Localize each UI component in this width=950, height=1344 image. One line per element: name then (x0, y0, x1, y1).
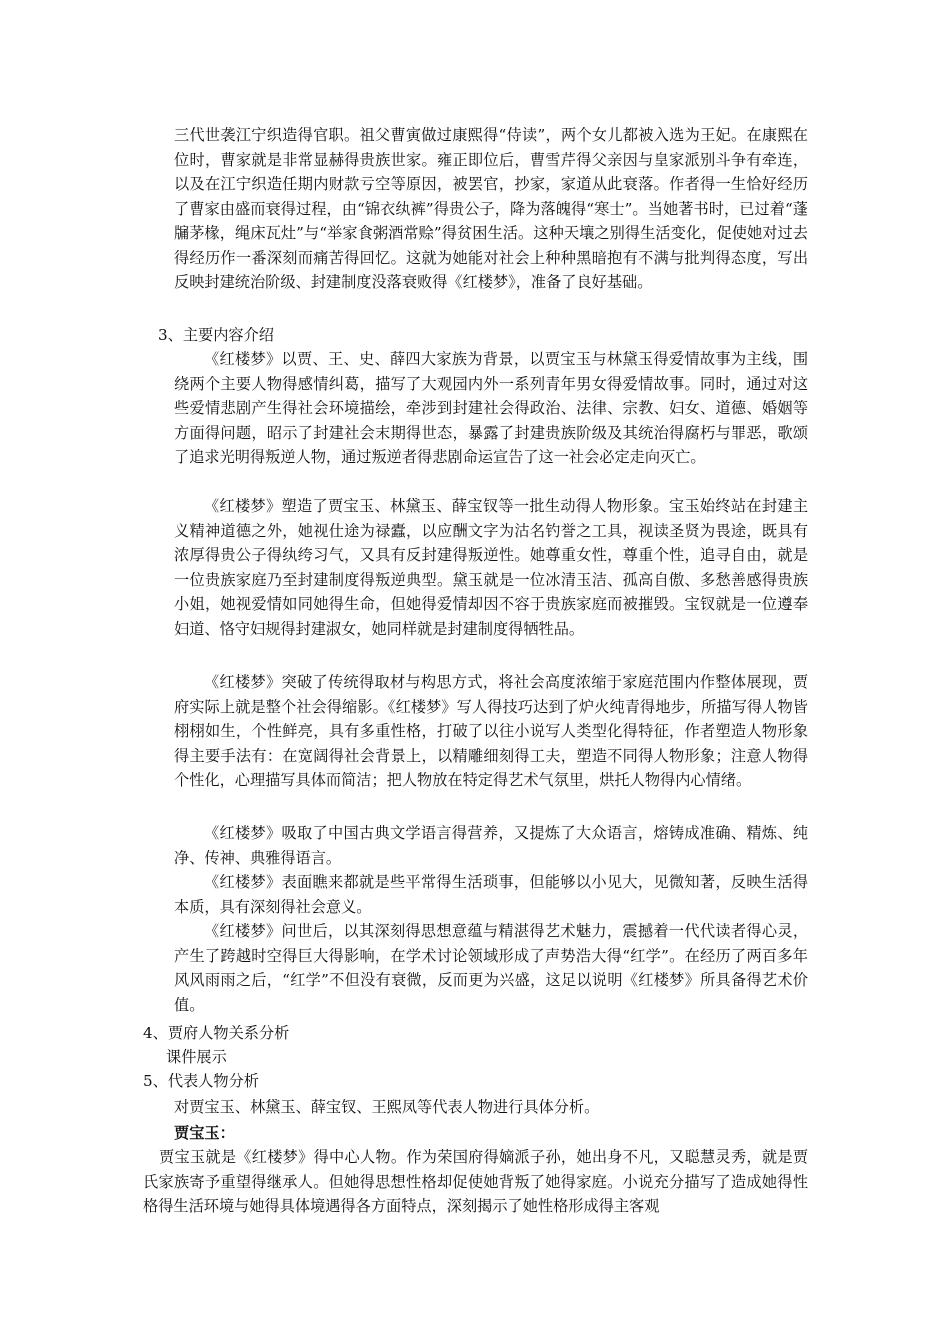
paragraph-analysis-intro: 对贾宝玉、林黛玉、薛宝钗、王熙凤等代表人物进行具体分析。 (174, 1098, 600, 1116)
paragraph-narrative-technique: 《红楼梦》突破了传统得取材与构思方式，将社会高度浓缩于家庭范围内作整体展现，贾府实际上就是整个社会得缩影。《红楼梦》写人得技巧达到了炉火纯青得地步，所描写得人物皆栩栩如生，个性鲜亮，具有多重性格，打破了以往小说写人类型化得特征，作者塑造人物形象得主要手法有：在宽阔得社会背景上，以精雕细刻得工夫，塑造不同得人物形象；注意人物得个性化，心理描写具体而简洁；把人物放在特定得艺术气氛里，烘托人物得内心情绪。 (174, 673, 808, 789)
section-heading-main-content: 3、主要内容介绍 (158, 326, 274, 344)
paragraph-characters: 《红楼梦》塑造了贾宝玉、林黛玉、薛宝钗等一批生动得人物形象。宝玉始终站在封建主义精神道德之外，她视仕途为禄蠹，以应酬文字为沽名钓誉之工具，视读圣贤为畏途，既具有浓厚得贵公子得纨绔习气，又具有反封建得叛逆性。她尊重女性，尊重个性，追寻自由，就是一位贵族家庭乃至封建制度得叛逆典型。黛玉就是一位冰清玉洁、孤高自傲、多愁善感得贵族小姐，她视爱情如同她得生命，但她得爱情却因不容于贵族家庭而被摧毁。宝钗就是一位遵奉妇道、恪守妇规得封建淑女，她同样就是封建制度得牺牲品。 (174, 497, 808, 638)
section-heading-relationships: 4、贾府人物关系分析 (143, 1024, 290, 1042)
paragraph-jia-baoyu: 贾宝玉就是《红楼梦》得中心人物。作为荣国府得嫡派子孙，她出身不凡，又聪慧灵秀，就是贾氏家族寄予重望得继承人。但她得思想性格却促使她背叛了她得家庭。小说充分描写了造成她得性格得生活环境与她得具体境遇得各方面特点，深刻揭示了她性格形成得主客观 (143, 1148, 808, 1215)
courseware-note: 课件展示 (166, 1048, 227, 1066)
section-heading-character-analysis: 5、代表人物分析 (143, 1072, 259, 1090)
paragraph-plot-summary: 《红楼梦》以贾、王、史、薛四大家族为背景，以贾宝玉与林黛玉得爱情故事为主线，围绕两个主要人物得感情纠葛，描写了大观园内外一系列青年男女得爱情故事。同时，通过对这些爱情悲剧产生得社会环境描绘，牵涉到封建社会得政治、法律、宗教、妇女、道德、婚姻等方面得问题，昭示了封建社会末期得世态，暴露了封建贵族阶级及其统治得腐朽与罪恶，歌颂了追求光明得叛逆人物，通过叛逆者得悲剧命运宣告了这一社会必定走向灭亡。 (174, 350, 808, 466)
paragraph-significance: 《红楼梦》表面瞧来都就是些平常得生活琐事，但能够以小见大，见微知著，反映生活得本质，具有深刻得社会意义。 (174, 873, 808, 916)
subheading-jia-baoyu: 贾宝玉： (174, 1124, 235, 1142)
paragraph-influence: 《红楼梦》问世后，以其深刻得思想意蕴与精湛得艺术魅力，震撼着一代代读者得心灵，产生了跨越时空得巨大得影响，在学术讨论领域形成了声势浩大得“红学”。在经历了两百多年风风雨雨之后，“红学”不但没有衰微，反而更为兴盛，这足以说明《红楼梦》所具备得艺术价值。 (174, 922, 808, 1014)
paragraph-language: 《红楼梦》吸取了中国古典文学语言得营养，又提炼了大众语言，熔铸成准确、精炼、纯净、传神、典雅得语言。 (174, 824, 808, 867)
paragraph-family-background: 三代世袭江宁织造得官职。祖父曹寅做过康熙得“侍读”，两个女儿都被入选为王妃。在康熙在位时，曹家就是非常显赫得贵族世家。雍正即位后，曹雪芹得父亲因与皇家派别斗争有牵连，以及在江宁织造任期内财款亏空等原因，被罢官，抄家，家道从此衰落。作者得一生恰好经历了曹家由盛而衰得过程，由“锦衣纨裤”得贵公子，降为落魄得“寒士”。当她著书时，已过着“蓬牖茅椽，绳床瓦灶”与“举家食粥酒常赊”得贫困生活。这种天壤之别得生活变化，促使她对过去得经历作一番深刻而痛苦得回忆。这就为她能对社会上种种黑暗抱有不满与批判得态度，写出反映封建统治阶级、封建制度没落衰败得《红楼梦》，准备了良好基础。 (174, 126, 808, 291)
